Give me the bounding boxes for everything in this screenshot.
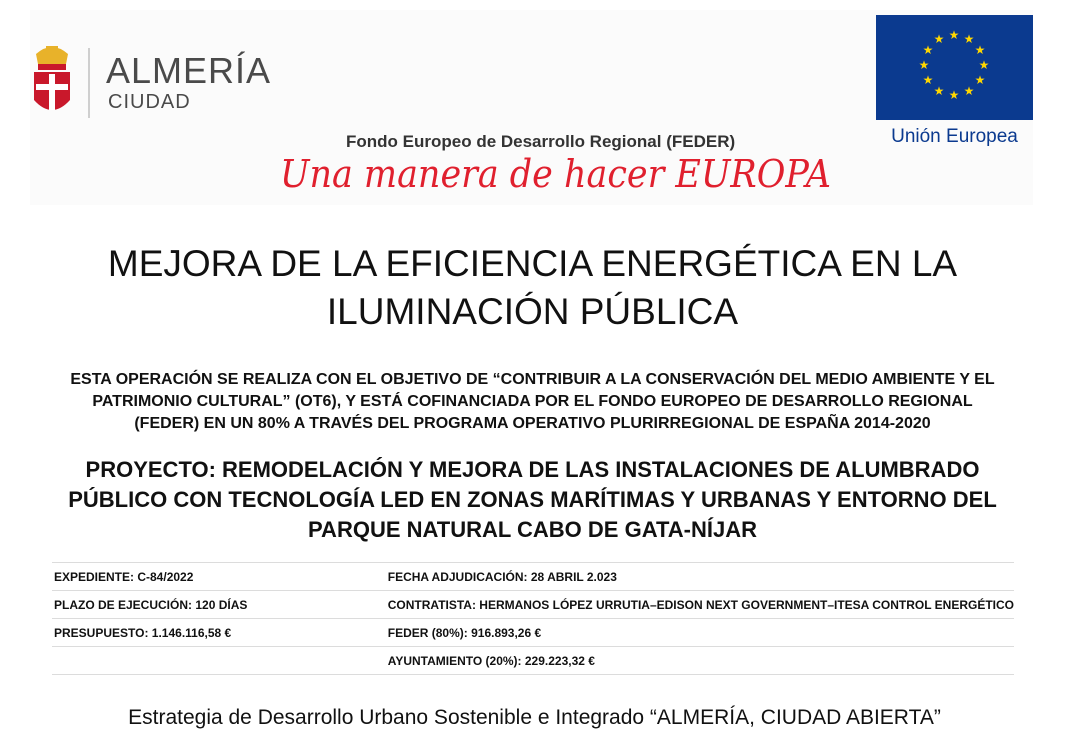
svg-text:★: ★: [948, 88, 960, 102]
svg-text:★: ★: [978, 58, 990, 72]
svg-text:★: ★: [974, 43, 986, 57]
title-line: MEJORA DE LA EFICIENCIA ENERGÉTICA EN LA: [107, 243, 958, 284]
svg-text:★: ★: [918, 58, 930, 72]
title-line: ILUMINACIÓN PÚBLICA: [326, 291, 739, 332]
eu-flag-icon: [876, 15, 1033, 120]
objective-line: (FEDER) EN UN 80% A TRAVÉS DEL PROGRAMA OPERATIVO PLURIRREGIONAL DE ESPAÑA 2014-2020: [134, 415, 931, 432]
project-line: PÚBLICO CON TECNOLOGÍA LED EN ZONAS MARÍTIMAS Y URBANAS Y ENTORNO DEL: [68, 487, 997, 512]
objective-line: PATRIMONIO CULTURAL” (OT6), Y ESTÁ COFINANCIADA POR EL FONDO EUROPEO DE DESARROLLO REGIONAL: [92, 393, 973, 410]
svg-text:★: ★: [933, 84, 945, 98]
svg-text:★: ★: [974, 73, 986, 87]
table-cell: CONTRATISTA: HERMANOS LÓPEZ URRUTIA–EDISON NEXT GOVERNMENT–ITESA CONTROL ENERGÉTICO: [386, 591, 1014, 619]
feder-title: Fondo Europeo de Desarrollo Regional (FEDER): [346, 132, 736, 151]
svg-text:★: ★: [963, 84, 975, 98]
objective-line: ESTA OPERACIÓN SE REALIZA CON EL OBJETIVO DE “CONTRIBUIR A LA CONSERVACIÓN DEL MEDIO AMBIENTE Y EL: [70, 371, 995, 388]
table-cell: EXPEDIENTE: C-84/2022: [52, 563, 386, 591]
svg-text:★: ★: [922, 43, 934, 57]
eu-logo: [876, 15, 1033, 155]
logo-name: ALMERÍA: [106, 50, 272, 91]
details-table: [52, 562, 1014, 675]
table-cell: AYUNTAMIENTO (20%): 229.223,32 €: [386, 647, 1014, 675]
page-title: [60, 240, 1005, 336]
table-cell: PRESUPUESTO: 1.146.116,58 €: [52, 619, 386, 647]
svg-text:★: ★: [963, 32, 975, 46]
table-cell: PLAZO DE EJECUCIÓN: 120 DÍAS: [52, 591, 386, 619]
table-row: [52, 563, 1014, 591]
objective-text: [45, 369, 1020, 435]
almeria-logo: [30, 44, 290, 124]
table-row: [52, 619, 1014, 647]
svg-text:★: ★: [948, 28, 960, 42]
table-row: [52, 591, 1014, 619]
table-row: [52, 647, 1014, 675]
project-line: PARQUE NATURAL CABO DE GATA-NÍJAR: [308, 517, 757, 542]
svg-text:★: ★: [933, 32, 945, 46]
eu-label: Unión Europea: [891, 126, 1018, 147]
strategy-footer: Estrategia de Desarrollo Urbano Sostenible e Integrado “ALMERÍA, CIUDAD ABIERTA”: [128, 706, 941, 729]
svg-text:★: ★: [922, 73, 934, 87]
project-heading: [45, 455, 1020, 545]
logo-subtitle: CIUDAD: [108, 91, 191, 113]
project-line: PROYECTO: REMODELACIÓN Y MEJORA DE LAS INSTALACIONES DE ALUMBRADO: [85, 457, 980, 482]
almeria-crest-icon: [30, 44, 74, 120]
logo-divider: [88, 48, 90, 118]
table-cell: FEDER (80%): 916.893,26 €: [386, 619, 1014, 647]
table-cell: FECHA ADJUDICACIÓN: 28 ABRIL 2.023: [386, 563, 1014, 591]
feder-slogan: Una manera de hacer EUROPA: [280, 152, 831, 196]
table-cell: [52, 647, 386, 675]
